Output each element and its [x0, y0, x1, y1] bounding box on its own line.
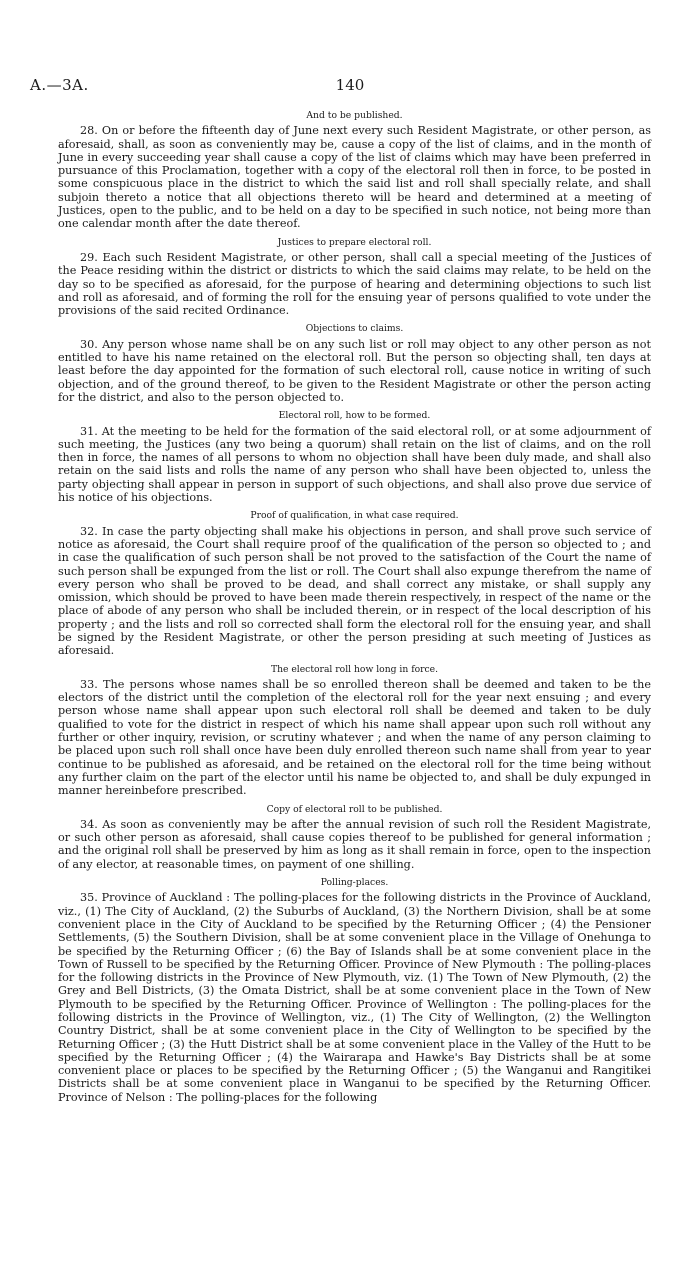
paragraph: 31. At the meeting to be held for the formation of the said electoral roll, or at some adjournment of such meeting, the Justices (any two being a quorum) shall retain on the list of claims, and on the roll then in force, the names of all persons to whom no objection shall have been duly made, and shall also retain on the said lists and rolls the name of any person who shall have been objected to, unless the party objecting shall appear in person in support of such objections, and shall also prove due service of his notice of his objections. [58, 424, 651, 505]
paragraph: 34. As soon as conveniently may be after the annual revision of such roll the Resident Magistrate, or such other person as aforesaid, shall cause copies thereof to be published for general information ; and the original roll shall be preserved by him as long as it shall remain in force, open to the inspection of any elector, at reasonable times, on payment of one shilling. [58, 817, 651, 871]
marginal-heading: Objections to claims. [305, 323, 404, 335]
page-number: 140 [335, 76, 365, 94]
marginal-heading: And to be published. [306, 110, 403, 121]
section-31 [58, 409, 651, 504]
paragraph: 29. Each such Resident Magistrate, or other person, shall call a special meeting of the Justices of the Peace residing within the district or districts to which the said claims may relate, to be held on the day so to be specified as aforesaid, for the purpose of hearing and determining objections to such list and roll as aforesaid, and of forming the roll for the ensuing year of persons qualified to vote under the provisions of the said recited Ordinance. [58, 250, 651, 318]
section-34 [58, 803, 651, 871]
marginal-heading: Polling-places. [320, 877, 389, 889]
section-28 [58, 109, 651, 231]
document-body [58, 104, 651, 1104]
paragraph: 33. The persons whose names shall be so enrolled thereon shall be deemed and taken to be the electors of the district until the completion of the electoral roll for the year next ensuing ; and every person whose name shall appear upon such electoral roll shall be deemed and taken to be duly qualified to vote for the district in respect of which his name shall appear upon such roll without any further or other inquiry, revision, or scrutiny whatever ; and when the name of any person claiming to be placed upon such roll shall once have been duly enrolled thereon such name shall from year to year continue to be published as aforesaid, and be retained on the electoral roll for the time being without any further claim on the part of the elector until his name be objected to, and shall be duly expunged in manner hereinbefore prescribed. [58, 677, 651, 798]
document-reference: A.—3A. [30, 76, 89, 94]
marginal-heading: Proof of qualification, in what case required. [250, 510, 459, 522]
section-35 [58, 876, 651, 1104]
section-29 [58, 236, 651, 318]
section-32 [58, 509, 651, 657]
marginal-heading: The electoral roll how long in force. [270, 663, 439, 675]
marginal-heading: Electoral roll, how to be formed. [278, 410, 431, 422]
section-30 [58, 322, 651, 404]
section-33 [58, 663, 651, 798]
marginal-heading: Copy of electoral roll to be published. [266, 803, 443, 815]
paragraph: 30. Any person whose name shall be on any such list or roll may object to any other person as not entitled to have his name retained on the electoral roll. But the person so objecting shall, ten days at least before the day appointed for the formation of such electoral roll, cause notice in writing of such objection, and of the ground thereof, to be given to the Resident Magistrate or other the person acting for the district, and also to the person objected to. [58, 337, 651, 404]
paragraph: 35. Province of Auckland : The polling-places for the following districts in the Province of Auckland, viz., (1) The City of Auckland, (2) the Suburbs of Auckland, (3) the Northern Division, shall be at some convenient place in the City of Auckland to be specified by the Returning Officer ; (4) the Pensioner Settlements, (5) the Southern Division, shall be at some convenient place in the Village of Onehunga to be specified by the Returning Officer ; (6) the Bay of Islands shall be at some convenient place in the Town of Russell to be specified by the Returning Officer. Province of New Plymouth : The polling-places for the following districts in the Province of New Plymouth, viz. (1) The Town of New Plymouth, (2) the Grey and Bell Districts, (3) the Omata District, shall be at some convenient place in the Town of New Plymouth to be specified by the Returning Officer. Province of Wellington : The polling-places for the following districts in the Province of Wellington, viz., (1) The City of Wellington, (2) the Wellington Country District, shall be at some convenient place in the City of Wellington to be specified by the Returning Officer ; (3) the Hutt District shall be at some convenient place in the Valley of the Hutt to be specified by the Returning Officer ; (4) the Wairarapa and Hawke's Bay Districts shall be at some convenient place or places to be specified by the Returning Officer ; (5) the Wanganui and Rangitikei Districts shall be at some convenient place in Wanganui to be specified by the Returning Officer. Province of Nelson : The polling-places for the following [58, 891, 651, 1104]
paragraph: 28. On or before the fifteenth day of June next every such Resident Magistrate, or other person, as aforesaid, shall, as soon as conveniently may be, cause a copy of the list of claims, and in the month of June in every succeeding year shall cause a copy of the list of claims which may have been preferred in pursuance of this Proclamation, together with a copy of the electoral roll then in force, to be posted in some conspicuous place in the district to which the said list and roll shall specially relate, and shall subjoin thereto a notice that all objections thereto will be heard and determined at a meeting of Justices, open to the public, and to be held on a day to be specified in such notice, not being more than one calendar month after the date thereof. [58, 124, 651, 231]
paragraph: 32. In case the party objecting shall make his objections in person, and shall prove such service of notice as aforesaid, the Court shall require proof of the qualification of the person so objected to ; and in case the qualification of such person shall be not proved to the satisfaction of the Court the name of such person shall be expunged from the list or roll. The Court shall also expunge therefrom the name of every person who shall be proved to be dead, and shall correct any mistake, or shall supply any omission, which should be proved to have been made therein respectively, in respect of the name or the place of abode of any person who shall be included therein, or in respect of the local description of his property ; and the lists and roll so corrected shall form the electoral roll for the ensuing year, and shall be signed by the Resident Magistrate, or other the person presiding at such meeting of Justices as aforesaid. [58, 524, 651, 658]
marginal-heading: Justices to prepare electoral roll. [277, 236, 432, 248]
